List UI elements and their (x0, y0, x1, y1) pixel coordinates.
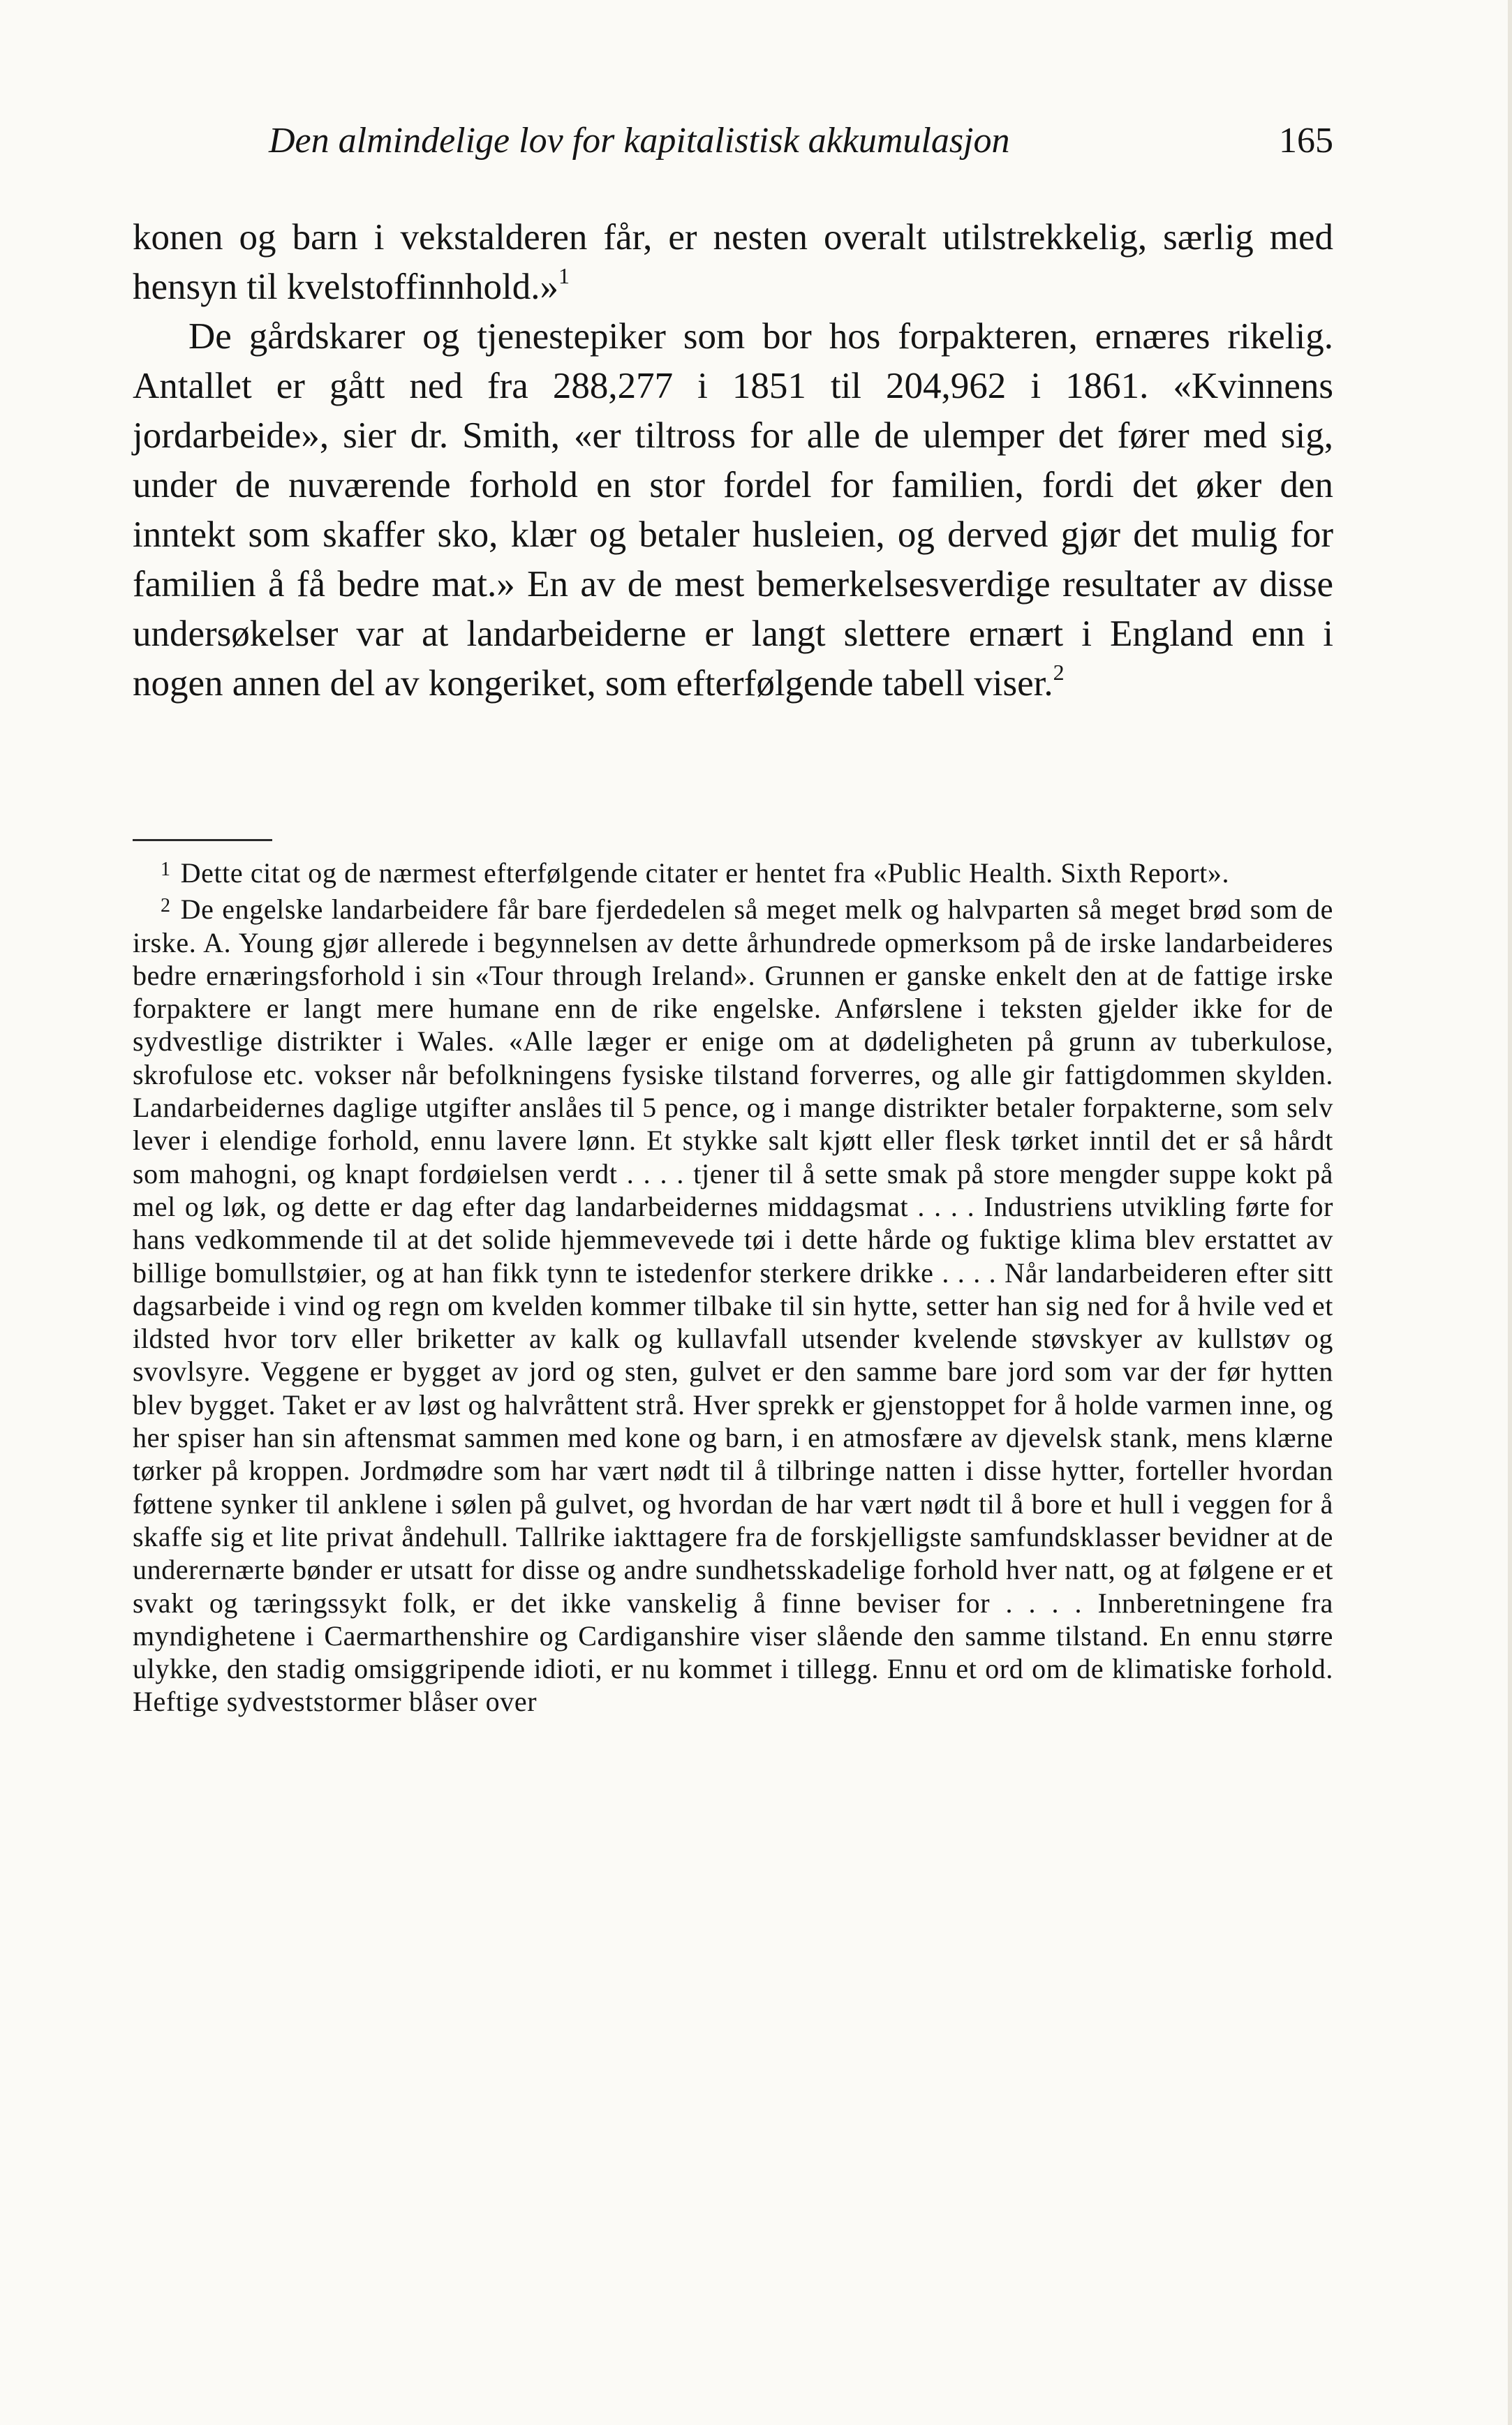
running-title: Den almindelige lov for kapitalistisk akkumulasjon (269, 121, 1010, 161)
footnote-reference: 1 (558, 263, 570, 288)
page-header (133, 120, 1333, 169)
paragraph-text: De gårdskarer og tjenestepiker som bor hos forpakteren, ernæres rikelig. Antallet er gått ned fra 288,277 i 1851 til 204,962 i 1861. «Kvinnens jordarbeide», sier dr. Smith, «er tiltross for alle de ulemper det fører med sig, under de nuværende forhold en stor fordel for familien, fordi det øker den inntekt som skaffer sko, klær og betaler husleien, og derved gjør det mulig for familien å få bedre mat.» En av de mest bemerkelsesverdige resultater av disse undersøkelser var at landarbeiderne er langt slettere ernært i England enn i nogen annen del av kongeriket, som efterfølgende tabell viser. (133, 316, 1333, 704)
footnote-mark: 2 (161, 895, 171, 917)
footnote-text: De engelske landarbeidere får bare fjerdedelen så meget melk og halvparten så meget brød som de irske. A. Young gjør allerede i begynnelsen av dette århundrede opmerksom på de irske landarbeideres bedre ernæringsforhold i sin «Tour through Ireland». Grunnen er ganske enkelt den at de fattige irske forpaktere er langt mere humane enn de rike engelske. Anførslene i teksten gjelder ikke for de sydvestlige distrikter i Wales. «Alle læger er enige om at dødeligheten på grunn av tuberkulose, skrofulose etc. vokser når befolkningens fysiske tilstand forverres, og alle gir fattigdommen skylden. Landarbeidernes daglige utgifter anslåes til 5 pence, og i mange distrikter betaler forpakterne, som selv lever i elendige forhold, ennu lavere lønn. Et stykke salt kjøtt eller flesk tørket inntil det er så hårdt som mahogni, og knapt fordøielsen verdt . . . . tjener til å sette smak på store mengder suppe kokt på mel og løk, og dette er dag efter dag landarbeidernes middagsmat . . . . Industriens utvikling førte for hans vedkommende til at det solide hjemmevevede tøi i dette hårde og fuktige klima blev erstattet av billige bomullstøier, og at han fikk tynn te istedenfor sterkere drikke . . . . Når landarbeideren efter sitt dagsarbeide i vind og regn om kvelden kommer tilbake til sin hytte, setter han sig ned for å hvile ved et ildsted hvor torv eller briketter av kalk og kullavfall utsender kvelende støvskyer av kullstøv og svovlsyre. Veggene er bygget av jord og sten, gulvet er den samme bare jord som var der før hytten blev bygget. Taket er av løst og halvråttent strå. Hver sprekk er gjenstoppet for å holde varmen inne, og her spiser han sin aftensmat sammen med kone og barn, i en atmosfære av djevelsk stank, mens klærne tørker på kroppen. Jordmødre som har vært nødt til å tilbringe natten i disse hytter, forteller hvordan føttene synker til anklene i sølen på gulvet, og hvordan de har vært nødt til å bore et hull i veggen for å skaffe sig et lite privat åndehull. Tallrike iakttagere fra de forskjelligste samfundsklasser bevidner at de underernærte bønder er utsatt for disse og andre sundhetsskadelige forhold hver natt, og at følgene er et svakt og tæringssykt folk, er det ikke vanskelig å finne beviser for . . . . Innberetningene fra myndighetene i Caermarthenshire og Cardiganshire viser slående den samme tilstand. En ennu større ulykke, den stadig omsiggripende idioti, er nu kommet i tillegg. Ennu et ord om de klimatiske forhold. Heftige sydveststormer blåser over (133, 893, 1333, 1718)
body-paragraph (133, 213, 1333, 312)
body-text (133, 213, 1333, 709)
footnote-reference: 2 (1053, 660, 1065, 685)
body-paragraph (133, 312, 1333, 709)
footnote (133, 853, 1333, 889)
footnote-text: Dette citat og de nærmest efterfølgende citater er hentet fra «Public Health. Sixth Report». (180, 857, 1230, 889)
paragraph-text: konen og barn i vekstalderen får, er nesten overalt utilstrekkelig, særlig med hensyn til kvelstoffinnhold.» (133, 217, 1333, 307)
footnote (133, 889, 1333, 1718)
footnote-divider (133, 839, 272, 841)
page-number: 165 (1279, 121, 1333, 161)
footnotes (133, 853, 1333, 1719)
footnote-mark: 1 (161, 859, 171, 880)
